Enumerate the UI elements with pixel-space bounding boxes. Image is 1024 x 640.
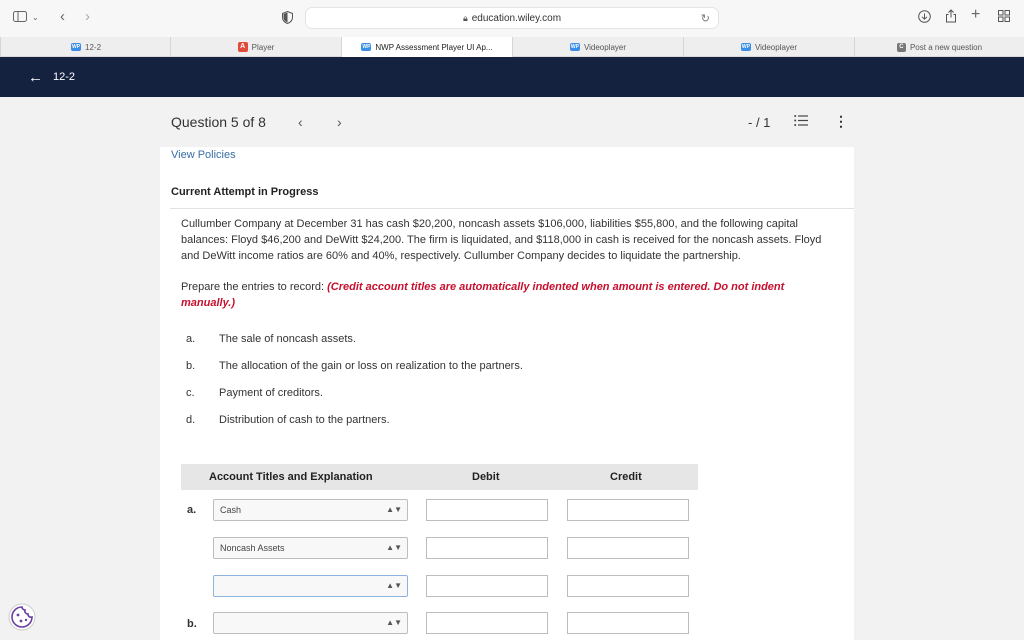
share-icon[interactable] bbox=[945, 9, 957, 26]
download-icon[interactable] bbox=[918, 10, 931, 26]
credit-column-header: Credit bbox=[610, 471, 642, 483]
select-arrows-icon: ▲▼ bbox=[386, 618, 402, 627]
tab-label: Videoplayer bbox=[583, 42, 627, 52]
debit-input[interactable] bbox=[426, 575, 548, 597]
previous-question-icon[interactable]: ‹ bbox=[298, 114, 303, 130]
account-select[interactable] bbox=[213, 499, 408, 521]
reload-icon[interactable]: ↻ bbox=[700, 13, 710, 25]
debit-input[interactable] bbox=[426, 612, 548, 634]
table-header bbox=[181, 464, 698, 490]
debit-column-header: Debit bbox=[472, 471, 500, 483]
tab-videoplayer[interactable] bbox=[512, 37, 683, 57]
instructions bbox=[181, 279, 821, 311]
more-options-icon[interactable]: ⋮ bbox=[834, 113, 848, 129]
attempt-status: Current Attempt in Progress bbox=[171, 186, 319, 198]
credit-input[interactable] bbox=[567, 612, 689, 634]
instruction-text: Prepare the entries to record: bbox=[181, 281, 325, 293]
select-arrows-icon: ▲▼ bbox=[386, 581, 402, 590]
wiley-plus-icon: WP bbox=[741, 44, 750, 50]
requirement-letter: a. bbox=[186, 333, 196, 345]
tab-videoplayer-2[interactable] bbox=[683, 37, 854, 57]
wiley-plus-icon: WP bbox=[362, 44, 371, 50]
account-column-header: Account Titles and Explanation bbox=[209, 471, 373, 483]
tab-post-question[interactable] bbox=[854, 37, 1024, 57]
chegg-icon: C bbox=[897, 43, 906, 52]
requirement-text: Payment of creditors. bbox=[219, 387, 323, 399]
requirement-text: The allocation of the gain or loss on realization to the partners. bbox=[219, 360, 523, 372]
next-question-icon[interactable]: › bbox=[337, 114, 342, 130]
question-list-icon[interactable] bbox=[794, 114, 808, 130]
tab-12-2[interactable] bbox=[0, 37, 170, 57]
address-bar[interactable] bbox=[305, 7, 719, 29]
select-arrows-icon: ▲▼ bbox=[386, 505, 402, 514]
instruction-note: (Credit account titles are automatically indented when amount is entered. Do not indent manually.) bbox=[181, 281, 785, 309]
account-select[interactable] bbox=[213, 537, 408, 559]
requirement-letter: c. bbox=[186, 387, 195, 399]
tab-nwp-assessment[interactable] bbox=[341, 37, 512, 57]
problem-text: Cullumber Company at December 31 has cash $20,200, noncash assets $106,000, liabilities $55,800, and the following capital balances: Floyd $46,200 and DeWitt $24,200. The firm is liquidated, and $118,000 in cash is received for the noncash assets. Floyd and DeWitt income ratios are 60% and 40%, respectively. Cullumber Company decides to liquidate the partnership. bbox=[181, 218, 822, 262]
tab-player[interactable] bbox=[170, 37, 341, 57]
requirement-letter: b. bbox=[186, 360, 196, 372]
cookie-settings-icon[interactable] bbox=[8, 603, 36, 631]
shield-icon[interactable] bbox=[282, 11, 293, 27]
browser-toolbar bbox=[0, 0, 1024, 37]
wiley-plus-icon: WP bbox=[71, 44, 81, 50]
account-select[interactable] bbox=[213, 575, 408, 597]
plus-icon[interactable]: + bbox=[971, 6, 981, 23]
tab-strip bbox=[0, 37, 1024, 57]
requirement-letter: d. bbox=[186, 414, 196, 426]
grid-icon[interactable] bbox=[998, 10, 1010, 25]
debit-input[interactable] bbox=[426, 499, 548, 521]
debit-input[interactable] bbox=[426, 537, 548, 559]
arrow-left-icon[interactable]: ← bbox=[28, 68, 43, 86]
divider bbox=[170, 208, 854, 209]
credit-input[interactable] bbox=[567, 499, 689, 521]
tab-label: Post a new question bbox=[909, 42, 983, 52]
back-icon[interactable]: ‹ bbox=[60, 8, 65, 25]
forward-icon[interactable]: › bbox=[85, 8, 90, 25]
requirement-item bbox=[186, 414, 390, 426]
a-logo-icon: A bbox=[238, 42, 248, 52]
score: - / 1 bbox=[748, 115, 771, 130]
row-label: a. bbox=[187, 504, 197, 516]
tab-label: 12-2 bbox=[85, 42, 102, 52]
lock-icon: 🔒︎ bbox=[462, 12, 468, 23]
wiley-plus-icon: WP bbox=[570, 44, 579, 50]
chevron-down-icon[interactable]: ⌄ bbox=[32, 13, 39, 22]
tab-label: Player bbox=[251, 42, 275, 52]
row-label: b. bbox=[187, 618, 197, 630]
sidebar-icon[interactable] bbox=[13, 11, 27, 25]
credit-input[interactable] bbox=[567, 575, 689, 597]
credit-input[interactable] bbox=[567, 537, 689, 559]
tab-label: Videoplayer bbox=[754, 42, 798, 52]
tab-label: NWP Assessment Player UI Ap... bbox=[375, 42, 493, 52]
question-number: Question 5 of 8 bbox=[171, 114, 266, 130]
requirement-text: The sale of noncash assets. bbox=[219, 333, 356, 345]
account-select[interactable] bbox=[213, 612, 408, 634]
view-policies-link[interactable]: View Policies bbox=[171, 149, 236, 161]
account-select-value: Noncash Assets bbox=[220, 543, 285, 553]
url-text: education.wiley.com bbox=[471, 12, 562, 24]
account-select-value: Cash bbox=[220, 505, 242, 515]
page-title: 12-2 bbox=[53, 71, 76, 83]
app-header bbox=[0, 57, 1024, 97]
requirement-text: Distribution of cash to the partners. bbox=[219, 414, 390, 426]
requirement-item bbox=[186, 387, 323, 399]
requirement-item bbox=[186, 333, 356, 345]
requirement-item bbox=[186, 360, 523, 372]
select-arrows-icon: ▲▼ bbox=[386, 543, 402, 552]
